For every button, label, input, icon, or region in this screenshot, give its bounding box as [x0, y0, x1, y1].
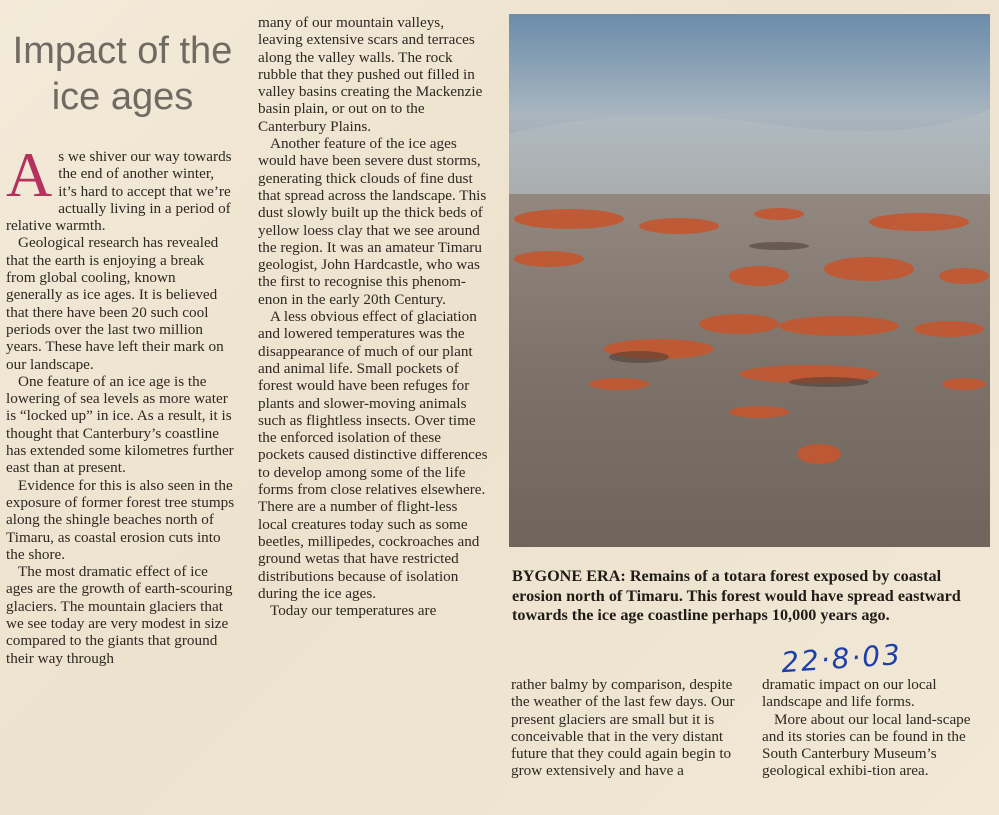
paragraph: Evidence for this is also seen in the exposure of former forest tree stumps along the shingle beaches north of Timaru, as coastal erosion cuts into the shore.	[6, 476, 235, 563]
article-column-3	[511, 676, 737, 780]
paragraph: More about our local land-scape and its stories can be found in the South Canterbury Museum’s geological exhibi-tion area.	[762, 710, 971, 780]
article-column-1	[6, 139, 235, 667]
title-line-2: ice ages	[51, 76, 194, 118]
paragraph	[6, 139, 235, 235]
paragraph: many of our mountain valleys, leaving extensive scars and terraces along the valley walls. The rock rubble that they pushed out filled in valley basins creating the Mackenzie basin plain, or out on to the Canterbury Plains.	[258, 14, 483, 135]
article-title	[10, 28, 235, 120]
handwritten-date: 22·8·03	[780, 637, 903, 680]
paragraph: Today our temperatures are	[270, 602, 437, 620]
beach-photo	[509, 14, 990, 547]
paragraph: One feature of an ice age is the lowering of sea levels as more water is “locked up” in ice. As a result, it is thought that Canterbury’s coastline has extended some kilometres further east than at present.	[6, 372, 234, 477]
paragraph: rather balmy by comparison, despite the weather of the last few days. Our present glaciers are small but it is conceivable that in the very distant future that they could again begin to grow extensively and have a	[511, 676, 735, 780]
paragraph: dramatic impact on our local landscape and life forms.	[762, 676, 937, 711]
paragraph: Geological research has revealed that the earth is enjoying a break from global cooling, known generally as ice ages. It is believed that there have been 20 such cool periods over the last two million years. These have left their mark on our landscape.	[6, 234, 224, 373]
article-column-2	[258, 14, 488, 619]
drop-cap: A	[6, 139, 53, 210]
paragraph-text: s we shiver our way towards the end of another winter, it’s hard to accept that we’re actually living in a period of relative warmth.	[6, 148, 232, 235]
article-column-4	[762, 676, 992, 780]
beach-photo-image	[509, 14, 990, 547]
paragraph: Another feature of the ice ages would have been severe dust storms, generating thick clouds of fine dust that spread across the landscape. This dust slowly built up the thick beds of yellow loess clay that we see around the region. It was an amateur Timaru geologist, John Hardcastle, who was the first to recognise this phenom-enon in the early 20th Century.	[258, 135, 487, 308]
paragraph: A less obvious effect of glaciation and lowered temperatures was the disappearance of much of our plant and animal life. Small pockets of forest would have been refuges for plants and slower-moving animals such as flightless insects. Over time the enforced isolation of these pockets caused distinctive differences to develop among some of the life forms from close relatives elsewhere. There are a number of flight-less local creatures today such as some beetles, millipedes, cockroaches and ground wetas that have restricted distributions because of isolation during the ice ages.	[258, 308, 488, 602]
photo-caption: BYGONE ERA: Remains of a totara forest exposed by coastal erosion north of Timaru. This forest would have spread eastward towards the ice age coastline perhaps 10,000 years ago.	[512, 567, 961, 624]
paragraph: The most dramatic effect of ice ages are the growth of earth-scouring glaciers. The mountain glaciers that we see today are very modest in size compared to the giants that ground their way through	[6, 563, 233, 667]
title-line-1: Impact of the	[12, 30, 233, 72]
